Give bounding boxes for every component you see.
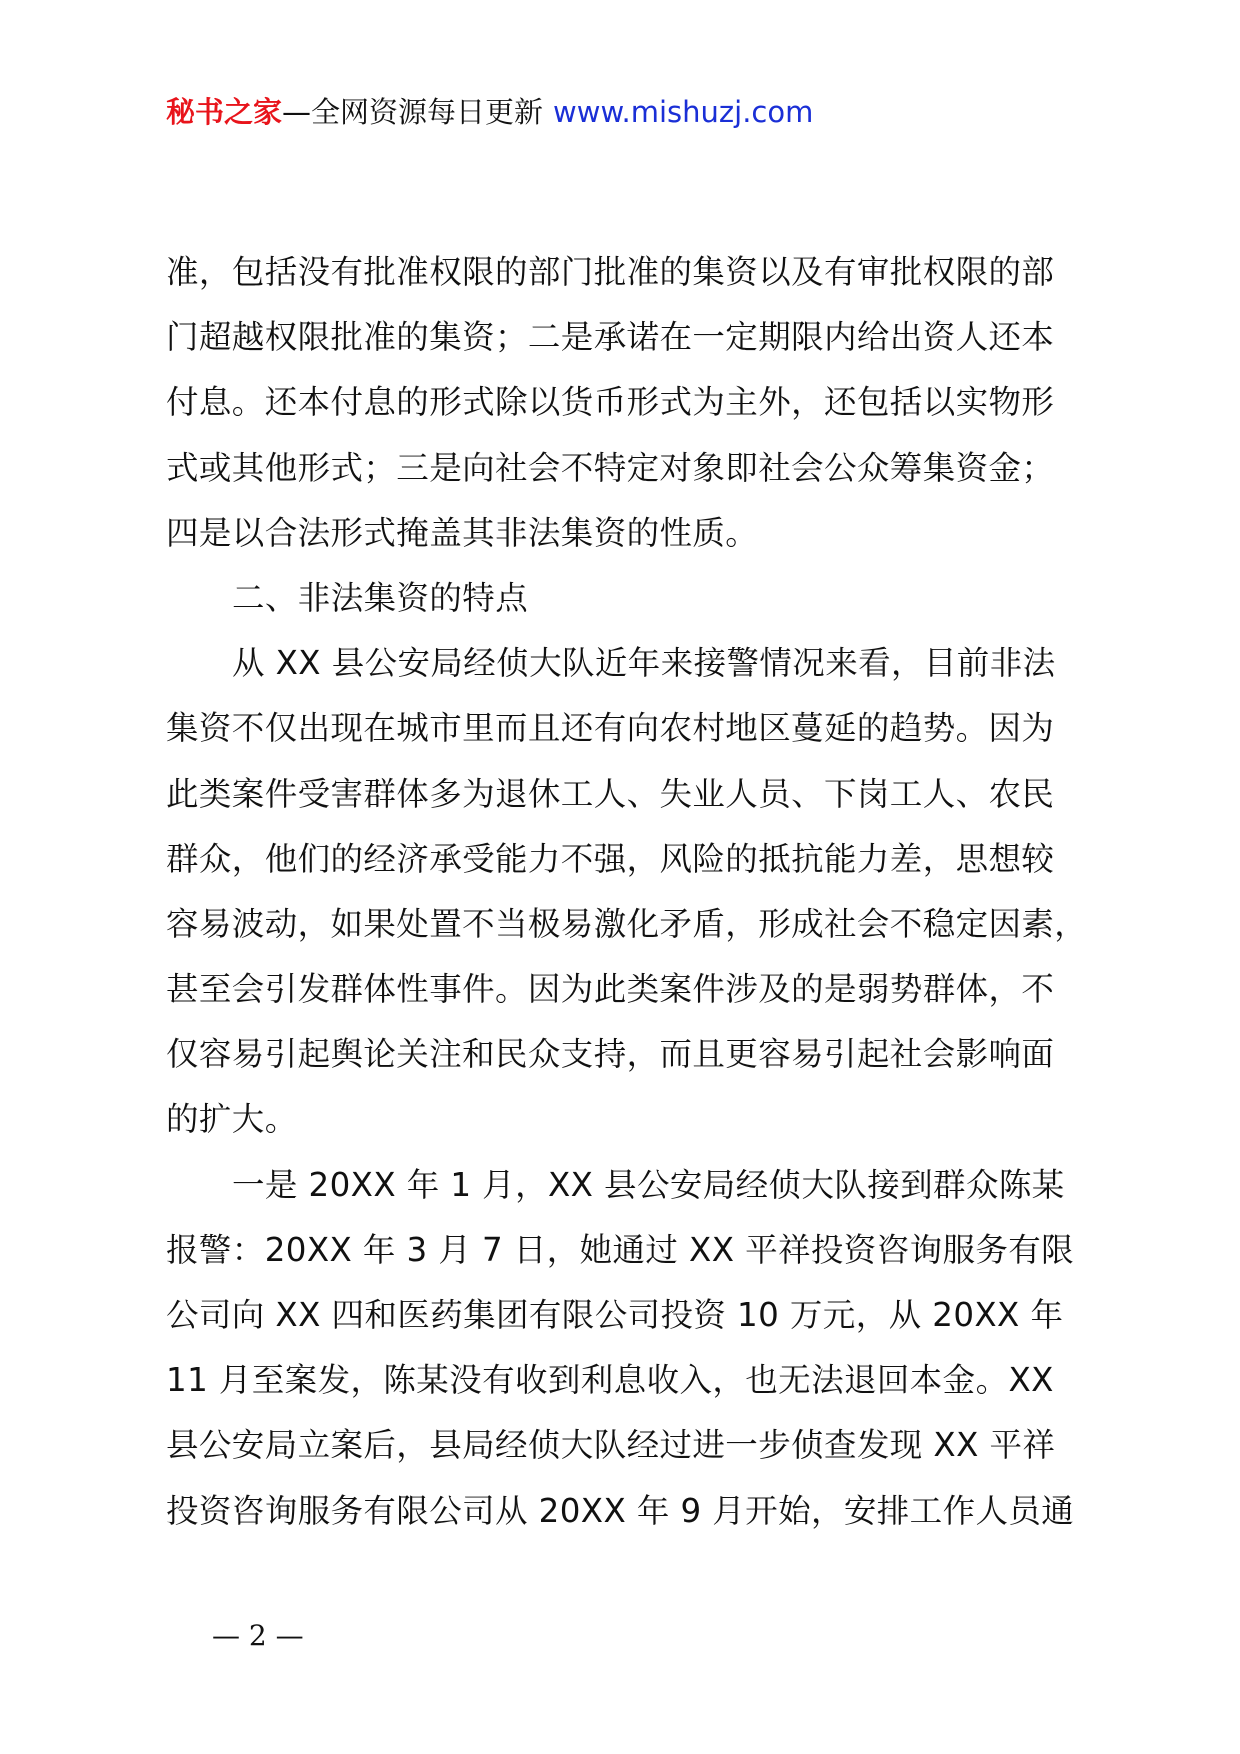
text-line: 四是以合法形式掩盖其非法集资的性质。 <box>166 513 759 552</box>
text-line: 容易波动，如果处置不当极易激化矛盾，形成社会不稳定因素， <box>166 904 1088 943</box>
website-url[interactable]: www.mishuzj.com <box>553 95 814 129</box>
text-line: 集资不仅出现在城市里而且还有向农村地区蔓延的趋势。因为 <box>166 709 1055 748</box>
brand-name: 秘书之家 <box>166 95 283 129</box>
text-line: 的扩大。 <box>166 1100 298 1139</box>
document-body <box>166 240 1106 1544</box>
text-line: 此类案件受害群体多为退休工人、失业人员、下岗工人、农民 <box>166 774 1055 813</box>
text-line: 付息。还本付息的形式除以货币形式为主外，还包括以实物形 <box>166 383 1055 422</box>
text-line: 从 XX 县公安局经侦大队近年来接警情况来看，目前非法 <box>232 644 1056 683</box>
text-line: 县公安局立案后，县局经侦大队经过进一步侦查发现 XX 平祥 <box>166 1426 1056 1465</box>
text-line: 仅容易引起舆论关注和民众支持，而且更容易引起社会影响面 <box>166 1035 1055 1074</box>
page-number: — 2 — <box>212 1619 304 1652</box>
text-line: 投资咨询服务有限公司从 20XX 年 9 月开始，安排工作人员通 <box>166 1491 1075 1530</box>
header-slogan: —全网资源每日更新 <box>282 95 544 129</box>
text-line: 11 月至案发，陈某没有收到利息收入，也无法退回本金。XX <box>166 1361 1054 1400</box>
text-line: 公司向 XX 四和医药集团有限公司投资 10 万元，从 20XX 年 <box>166 1296 1064 1334</box>
text-line: 门超越权限批准的集资；二是承诺在一定期限内给出资人还本 <box>166 318 1055 357</box>
page-header <box>166 92 813 132</box>
text-line: 一是 20XX 年 1 月，XX 县公安局经侦大队接到群众陈某 <box>232 1165 1065 1204</box>
text-line: 群众，他们的经济承受能力不强，风险的抵抗能力差，思想较 <box>166 839 1055 878</box>
text-line: 式或其他形式；三是向社会不特定对象即社会公众筹集资金； <box>166 448 1055 487</box>
text-line: 准，包括没有批准权限的部门批准的集资以及有审批权限的部 <box>166 253 1055 291</box>
text-line: 报警：20XX 年 3 月 7 日，她通过 XX 平祥投资咨询服务有限 <box>166 1230 1075 1269</box>
text-line: 甚至会引发群体性事件。因为此类案件涉及的是弱势群体，不 <box>166 970 1055 1009</box>
section-heading: 二、非法集资的特点 <box>232 578 529 617</box>
